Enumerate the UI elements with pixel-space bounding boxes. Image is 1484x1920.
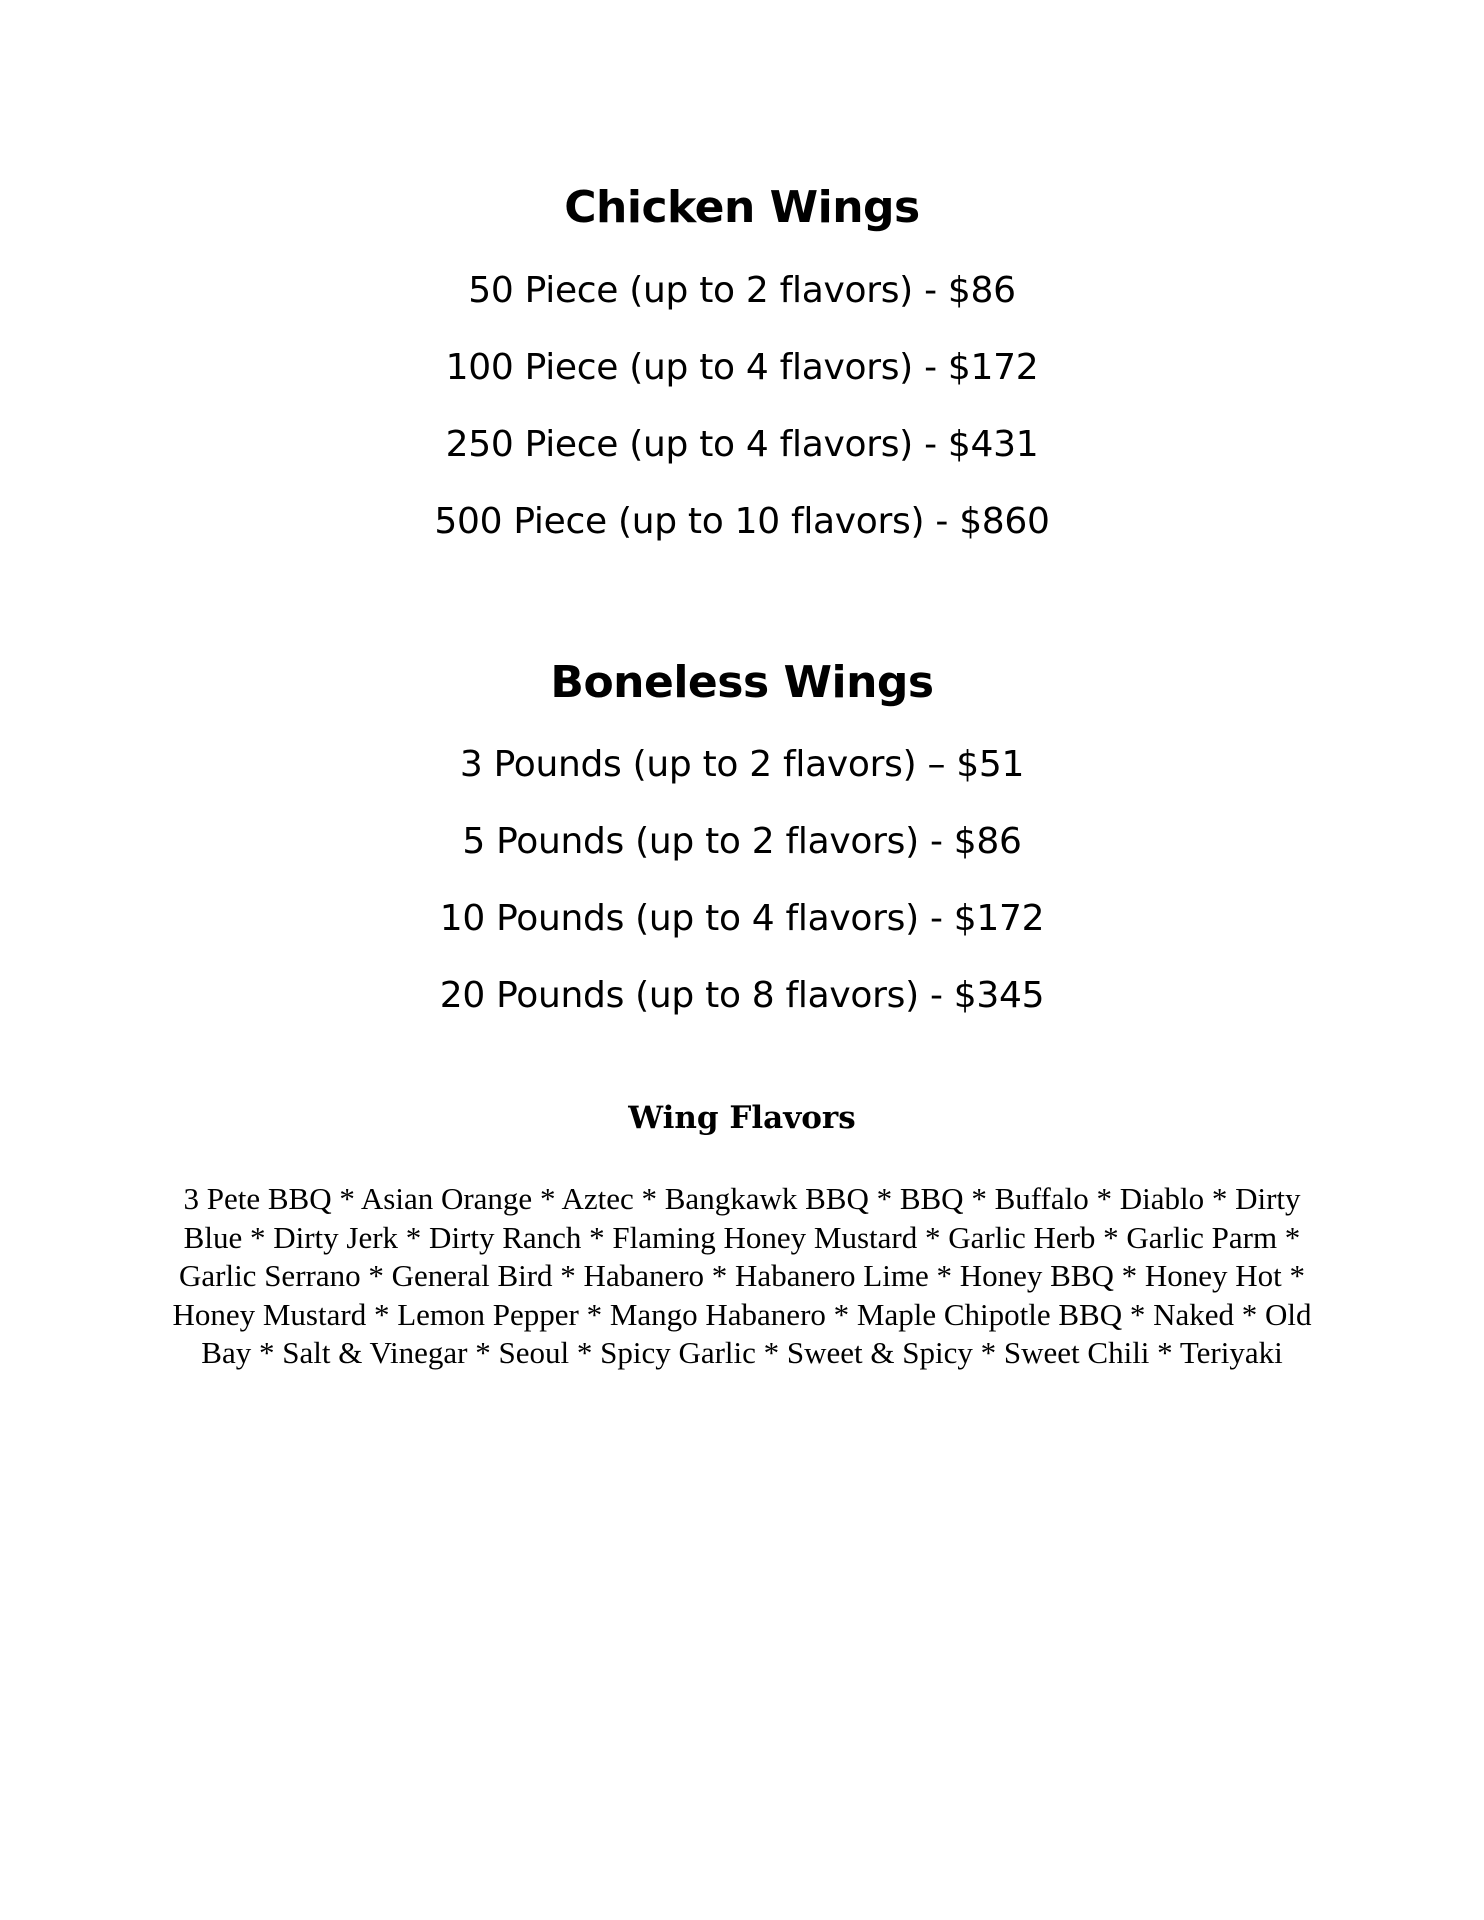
boneless-wings-item: 20 Pounds (up to 8 flavors) - $345 [439,975,1045,1016]
chicken-wings-item: 250 Piece (up to 4 flavors) - $431 [445,424,1039,465]
boneless-wings-heading: Boneless Wings [550,657,934,708]
boneless-wings-list [0,742,1484,1050]
chicken-wings-list [0,268,1484,576]
boneless-wings-item: 10 Pounds (up to 4 flavors) - $172 [439,898,1045,939]
chicken-wings-item: 100 Piece (up to 4 flavors) - $172 [445,347,1039,388]
boneless-wings-item: 3 Pounds (up to 2 flavors) – $51 [459,744,1025,785]
chicken-wings-heading: Chicken Wings [564,182,920,233]
boneless-wings-item: 5 Pounds (up to 2 flavors) - $86 [462,821,1022,862]
chicken-wings-item: 500 Piece (up to 10 flavors) - $860 [434,501,1050,542]
chicken-wings-item: 50 Piece (up to 2 flavors) - $86 [468,270,1016,311]
wing-flavors-list: 3 Pete BBQ * Asian Orange * Aztec * Bangkawk BBQ * BBQ * Buffalo * Diablo * Dirty Blue * Dirty Jerk * Dirty Ranch * Flaming Honey Mustard * Garlic Herb * Garlic Parm * Garlic Serrano * General Bird * Habanero * Habanero Lime * Honey BBQ * Honey Hot * Honey Mustard * Lemon Pepper * Mango Habanero * Maple Chipotle BBQ * Naked * Old Bay * Salt & Vinegar * Seoul * Spicy Garlic * Sweet & Spicy * Sweet Chili * Teriyaki [172,1181,1312,1370]
wing-flavors-heading: Wing Flavors [628,1100,856,1136]
